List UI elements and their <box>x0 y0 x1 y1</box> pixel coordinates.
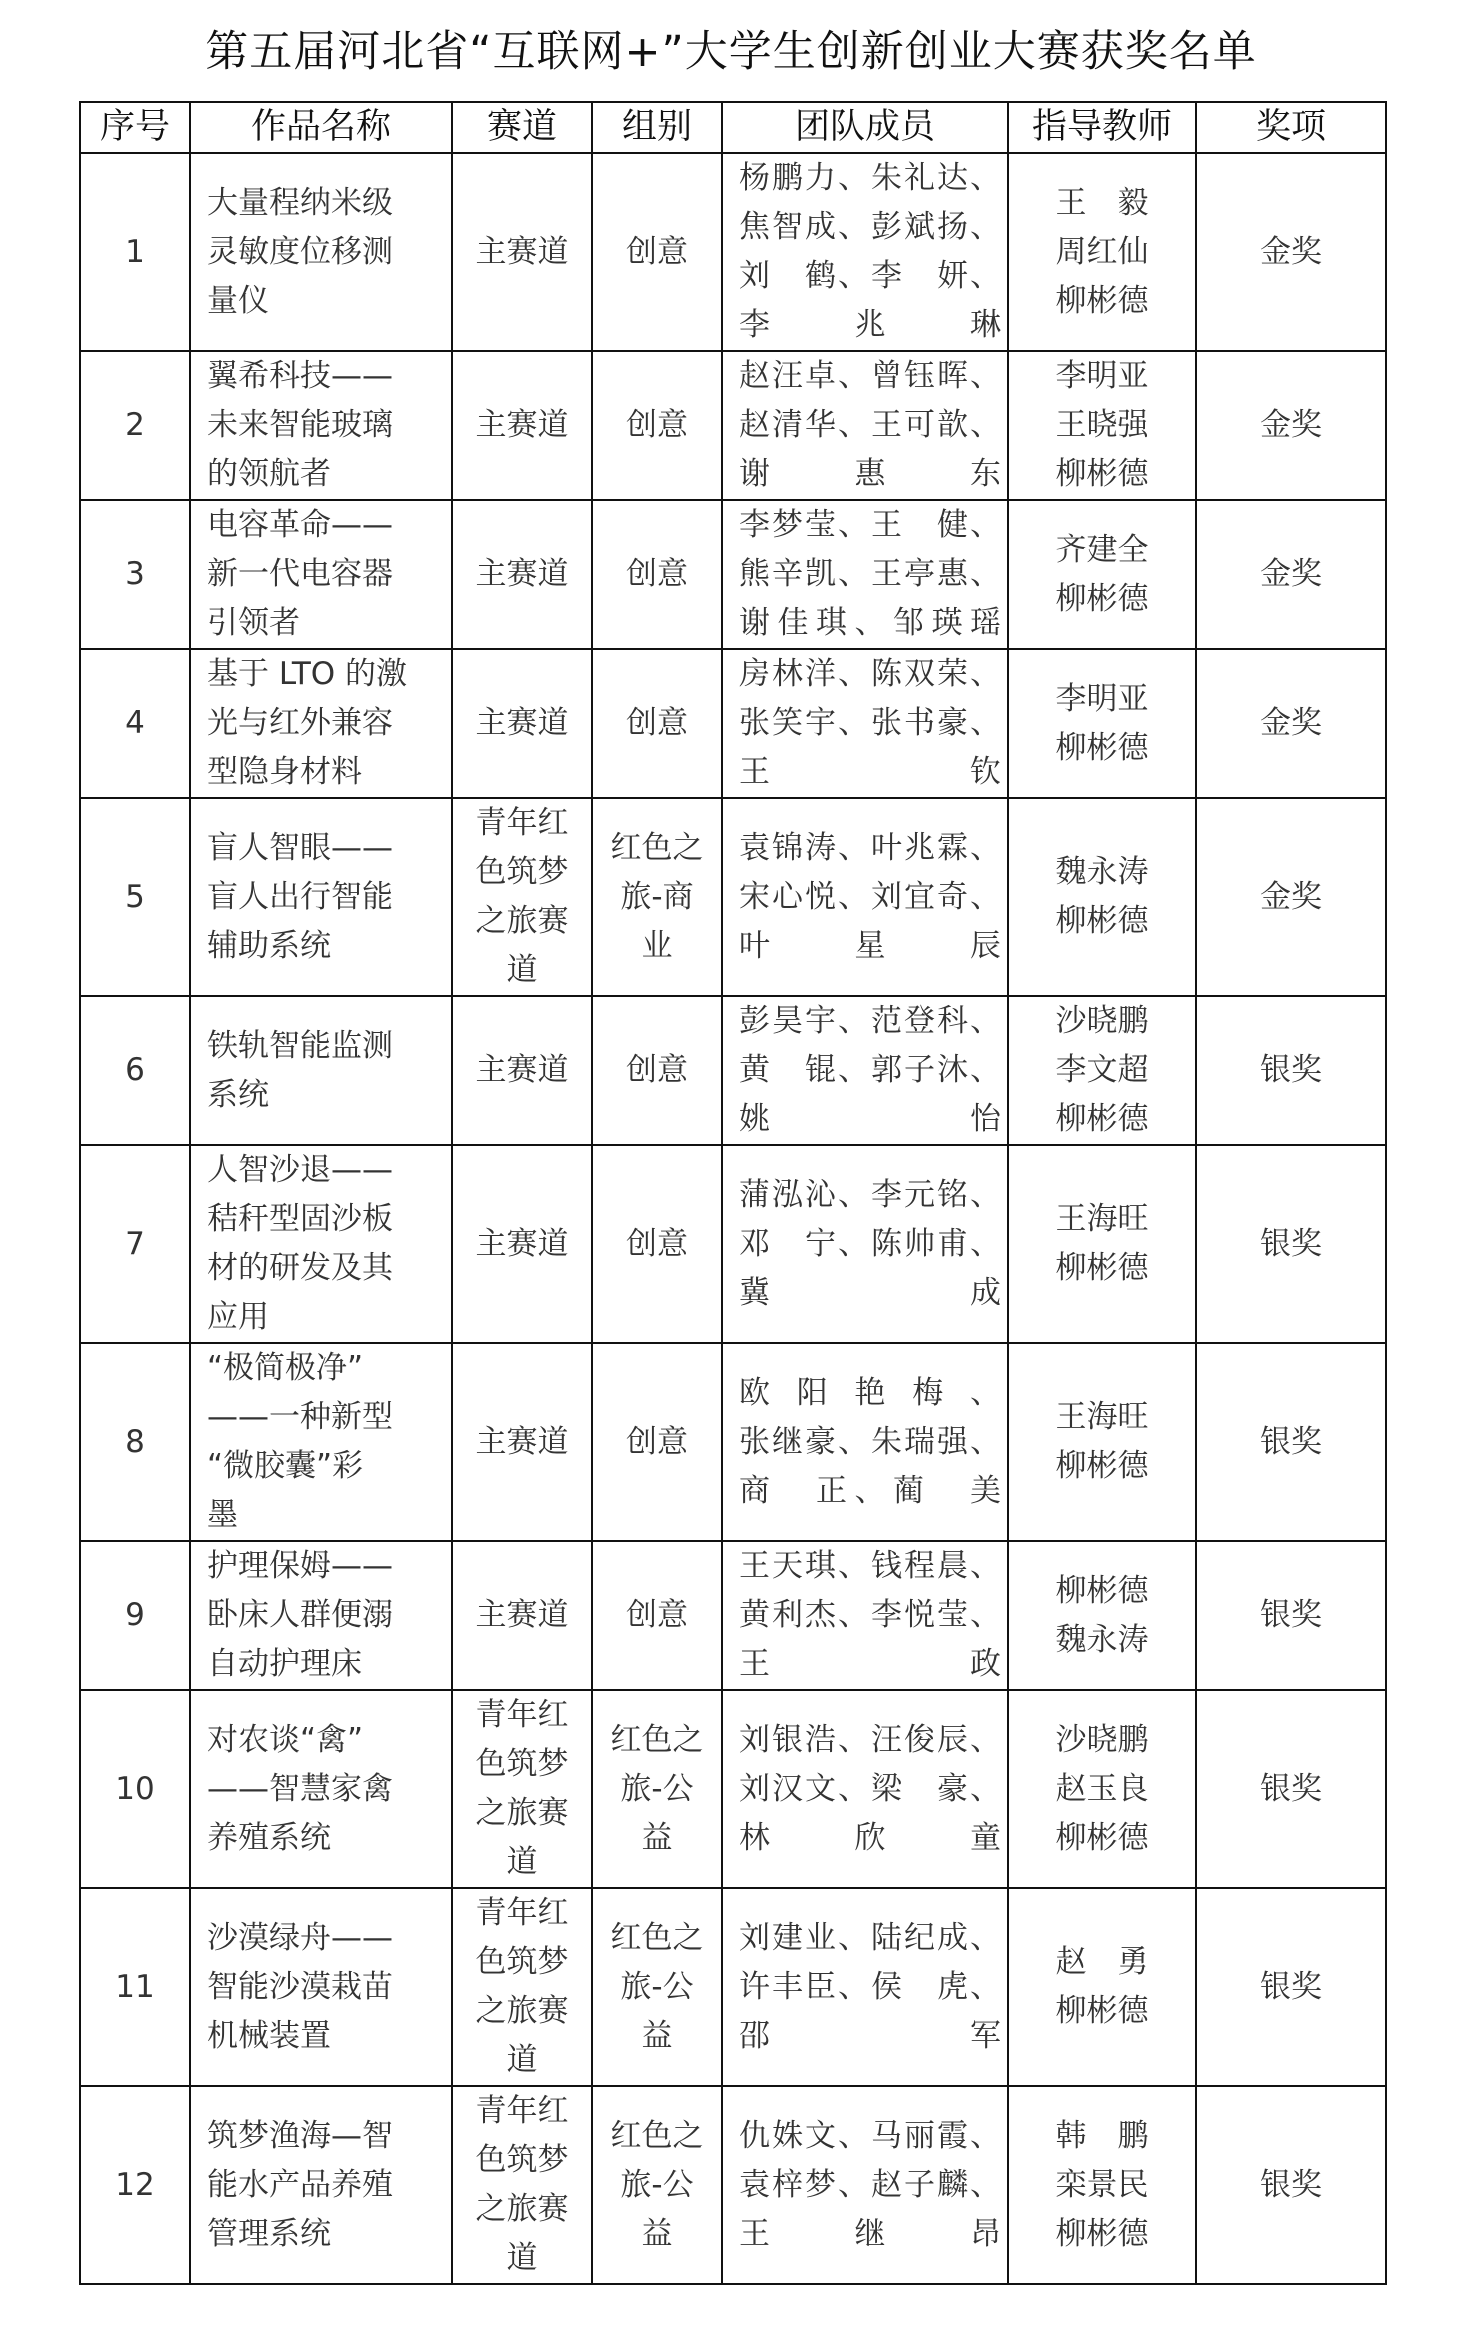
cell-track-line: 道 <box>506 952 538 988</box>
cell-work-name <box>190 1541 452 1690</box>
cell-track-line: 主赛道 <box>475 1225 569 1262</box>
cell-advisors-line: 柳彬德 <box>1055 456 1149 492</box>
page-title: 第五届河北省“互联网+”大学生创新创业大赛获奖名单 <box>205 27 1257 77</box>
cell-work-name <box>190 798 452 996</box>
cell-team-members-line: 王天琪、钱程晨、 <box>739 1548 1001 1584</box>
cell-group-line: 益 <box>641 1819 673 1856</box>
cell-advisors-line: 栾景民 <box>1055 2166 1149 2203</box>
cell-work-name-line: 辅助系统 <box>207 927 331 964</box>
cell-track-line: 色筑梦 <box>475 1746 569 1782</box>
cell-team-members-line: 王 钦 <box>739 754 1001 790</box>
cell-work-name-line: “微胶囊”彩 <box>207 1448 364 1484</box>
cell-no: 2 <box>80 351 190 500</box>
cell-advisors-line: 赵 勇 <box>1055 1944 1149 1980</box>
cell-team-members <box>722 1541 1008 1690</box>
cell-advisors <box>1008 500 1196 649</box>
cell-work-name-line: 卧床人群便溺 <box>207 1597 393 1633</box>
cell-team-members <box>722 798 1008 996</box>
cell-advisors-line: 李明亚 <box>1055 358 1149 394</box>
table-row <box>80 1145 1386 1343</box>
cell-work-name <box>190 1145 452 1343</box>
cell-team-members <box>722 649 1008 798</box>
cell-track <box>452 351 592 500</box>
cell-work-name-line: 翼希科技—— <box>207 358 393 394</box>
table-row <box>80 2086 1386 2284</box>
cell-advisors-line: 李文超 <box>1055 1052 1149 1088</box>
cell-team-members <box>722 996 1008 1145</box>
cell-advisors <box>1008 1145 1196 1343</box>
cell-work-name-line: 电容革命—— <box>207 507 393 543</box>
cell-team-members-line: 袁梓梦、赵子麟、 <box>739 2166 1001 2203</box>
cell-work-name-line: 光与红外兼容 <box>207 705 393 741</box>
cell-no: 7 <box>80 1145 190 1343</box>
cell-group <box>592 996 722 1145</box>
cell-advisors <box>1008 351 1196 500</box>
cell-work-name-line: 沙漠绿舟—— <box>207 1919 393 1956</box>
cell-work-name-line: 大量程纳米级 <box>207 184 393 221</box>
cell-work-name-line: 能水产品养殖 <box>207 2166 393 2203</box>
cell-track <box>452 798 592 996</box>
cell-no: 1 <box>80 153 190 351</box>
cell-track-line: 道 <box>506 2240 538 2276</box>
table-row <box>80 1343 1386 1541</box>
cell-team-members-line: 商 正、蔺 美 <box>739 1472 1001 1509</box>
cell-track-line: 青年红 <box>475 2093 569 2129</box>
cell-advisors <box>1008 649 1196 798</box>
cell-team-members-line: 冀 成 <box>739 1274 1001 1311</box>
cell-advisors-line: 王海旺 <box>1055 1201 1149 1237</box>
table-row <box>80 500 1386 649</box>
cell-advisors-line: 沙晓鹏 <box>1055 1003 1149 1039</box>
cell-track <box>452 996 592 1145</box>
cell-track-line: 主赛道 <box>475 233 569 270</box>
cell-work-name-line: 应用 <box>207 1299 269 1335</box>
cell-track-line: 主赛道 <box>475 705 569 741</box>
cell-team-members-line: 刘 鹤、李 妍、 <box>739 258 1001 294</box>
cell-award: 金奖 <box>1196 153 1386 351</box>
cell-track-line: 色筑梦 <box>475 2142 569 2178</box>
cell-work-name-line: “极简极净” <box>207 1350 364 1386</box>
cell-group <box>592 649 722 798</box>
cell-work-name-line: 材的研发及其 <box>207 1250 393 1286</box>
cell-advisors-line: 李明亚 <box>1055 680 1149 717</box>
cell-group-line: 旅-公 <box>620 1770 694 1807</box>
cell-team-members <box>722 153 1008 351</box>
cell-track-line: 道 <box>506 1844 538 1880</box>
cell-work-name-line: 盲人智眼—— <box>207 829 393 866</box>
cell-advisors-line: 柳彬德 <box>1055 1572 1149 1609</box>
header-award: 奖项 <box>1196 102 1386 153</box>
cell-work-name-line: 墨 <box>207 1497 238 1533</box>
cell-track-line: 青年红 <box>475 805 569 841</box>
cell-work-name <box>190 1343 452 1541</box>
cell-group <box>592 1145 722 1343</box>
cell-team-members-line: 李兆琳 <box>739 307 1001 343</box>
cell-team-members-line: 王继昂 <box>739 2215 1001 2252</box>
cell-group-line: 创意 <box>626 556 688 592</box>
cell-track-line: 之旅赛 <box>475 903 569 939</box>
cell-work-name <box>190 1888 452 2086</box>
cell-advisors-line: 柳彬德 <box>1055 2215 1149 2252</box>
cell-work-name-line: 系统 <box>207 1076 269 1113</box>
cell-no: 6 <box>80 996 190 1145</box>
cell-no: 5 <box>80 798 190 996</box>
table-row <box>80 798 1386 996</box>
cell-track-line: 青年红 <box>475 1697 569 1733</box>
cell-award: 银奖 <box>1196 2086 1386 2284</box>
cell-team-members-line: 熊辛凯、王亭惠、 <box>739 556 1001 592</box>
cell-work-name-line: 智能沙漠栽苗 <box>207 1968 393 2005</box>
cell-work-name <box>190 2086 452 2284</box>
cell-award: 金奖 <box>1196 649 1386 798</box>
cell-track <box>452 2086 592 2284</box>
cell-track-line: 之旅赛 <box>475 1795 569 1831</box>
cell-advisors-line: 柳彬德 <box>1055 1448 1149 1484</box>
cell-advisors-line: 韩 鹏 <box>1055 2117 1149 2154</box>
cell-group-line: 创意 <box>626 1597 688 1633</box>
cell-advisors <box>1008 1888 1196 2086</box>
cell-advisors-line: 柳彬德 <box>1055 903 1149 939</box>
cell-award: 银奖 <box>1196 1888 1386 2086</box>
table-row <box>80 351 1386 500</box>
table-row <box>80 1541 1386 1690</box>
cell-group <box>592 1690 722 1888</box>
table-header-row <box>80 102 1386 153</box>
cell-advisors-line: 柳彬德 <box>1055 1250 1149 1286</box>
cell-track <box>452 1343 592 1541</box>
cell-group <box>592 798 722 996</box>
cell-group-line: 旅-商 <box>620 878 694 915</box>
cell-work-name-line: 型隐身材料 <box>207 754 362 790</box>
cell-work-name-line: 机械装置 <box>207 2017 331 2054</box>
cell-advisors-line: 魏永涛 <box>1055 1621 1149 1658</box>
cell-advisors <box>1008 1541 1196 1690</box>
header-no: 序号 <box>80 102 190 153</box>
cell-team-members-line: 欧阳艳梅、 <box>739 1374 1001 1411</box>
cell-team-members-line: 袁锦涛、叶兆霖、 <box>739 829 1001 866</box>
cell-team-members-line: 宋心悦、刘宜奇、 <box>739 878 1001 915</box>
table-row <box>80 996 1386 1145</box>
cell-group-line: 红色之 <box>610 2117 704 2154</box>
cell-track-line: 之旅赛 <box>475 1993 569 2029</box>
cell-track-line: 主赛道 <box>475 1052 569 1088</box>
cell-team-members <box>722 2086 1008 2284</box>
cell-team-members-line: 谢佳琪、邹瑛瑶 <box>739 605 1001 641</box>
header-group: 组别 <box>592 102 722 153</box>
cell-advisors <box>1008 153 1196 351</box>
cell-work-name-line: 人智沙退—— <box>207 1152 393 1188</box>
cell-group-line: 红色之 <box>610 1721 704 1758</box>
cell-team-members-line: 蒲泓沁、李元铭、 <box>739 1176 1001 1213</box>
cell-team-members-line: 刘汉文、梁 豪、 <box>739 1770 1001 1807</box>
cell-work-name-line: 灵敏度位移测 <box>207 233 393 270</box>
cell-track <box>452 1541 592 1690</box>
cell-advisors-line: 柳彬德 <box>1055 1819 1149 1856</box>
cell-no: 12 <box>80 2086 190 2284</box>
cell-track-line: 主赛道 <box>475 1423 569 1460</box>
cell-work-name-line: 护理保姆—— <box>207 1548 393 1584</box>
table-row <box>80 649 1386 798</box>
table-row <box>80 1690 1386 1888</box>
cell-team-members <box>722 1343 1008 1541</box>
cell-team-members <box>722 1145 1008 1343</box>
cell-team-members-line: 刘银浩、汪俊辰、 <box>739 1721 1001 1758</box>
cell-track <box>452 1145 592 1343</box>
cell-advisors-line: 赵玉良 <box>1055 1770 1149 1807</box>
cell-advisors-line: 魏永涛 <box>1055 854 1149 890</box>
cell-track <box>452 153 592 351</box>
cell-team-members-line: 赵汪卓、曾钰晖、 <box>739 358 1001 394</box>
cell-group-line: 创意 <box>626 233 688 270</box>
cell-track-line: 主赛道 <box>475 407 569 443</box>
header-team-members: 团队成员 <box>722 102 1008 153</box>
cell-group-line: 益 <box>641 2017 673 2054</box>
cell-work-name-line: ——智慧家禽 <box>207 1770 393 1807</box>
cell-team-members-line: 王 政 <box>739 1646 1001 1682</box>
cell-work-name-line: 引领者 <box>207 605 300 641</box>
cell-advisors <box>1008 1690 1196 1888</box>
cell-group-line: 创意 <box>626 407 688 443</box>
cell-work-name <box>190 500 452 649</box>
cell-track-line: 道 <box>506 2042 538 2078</box>
cell-no: 10 <box>80 1690 190 1888</box>
cell-team-members-line: 彭昊宇、范登科、 <box>739 1003 1001 1039</box>
cell-advisors <box>1008 2086 1196 2284</box>
cell-work-name-line: 自动护理床 <box>207 1646 362 1682</box>
cell-work-name-line: 养殖系统 <box>207 1819 331 1856</box>
cell-group-line: 创意 <box>626 705 688 741</box>
cell-track-line: 青年红 <box>475 1895 569 1931</box>
cell-team-members-line: 张继豪、朱瑞强、 <box>739 1423 1001 1460</box>
cell-team-members-line: 房林洋、陈双荣、 <box>739 656 1001 692</box>
cell-advisors-line: 王晓强 <box>1055 407 1149 443</box>
cell-group-line: 红色之 <box>610 1919 704 1956</box>
cell-work-name-line: 的领航者 <box>207 456 331 492</box>
table-row <box>80 153 1386 351</box>
cell-track <box>452 1888 592 2086</box>
cell-team-members <box>722 1888 1008 2086</box>
cell-award: 金奖 <box>1196 500 1386 649</box>
cell-group-line: 创意 <box>626 1423 688 1460</box>
cell-advisors <box>1008 798 1196 996</box>
cell-team-members-line: 仇姝文、马丽霞、 <box>739 2117 1001 2154</box>
cell-advisors-line: 周红仙 <box>1055 233 1149 270</box>
cell-group-line: 业 <box>641 927 673 964</box>
cell-work-name-line: 盲人出行智能 <box>207 878 393 915</box>
cell-track <box>452 500 592 649</box>
cell-no: 9 <box>80 1541 190 1690</box>
cell-group <box>592 1343 722 1541</box>
cell-track-line: 色筑梦 <box>475 1944 569 1980</box>
cell-group <box>592 153 722 351</box>
cell-advisors-line: 王海旺 <box>1055 1399 1149 1435</box>
cell-team-members-line: 邓 宁、陈帅甫、 <box>739 1225 1001 1262</box>
cell-group-line: 红色之 <box>610 829 704 866</box>
cell-work-name-line: 未来智能玻璃 <box>207 407 393 443</box>
cell-work-name <box>190 1690 452 1888</box>
cell-track-line: 色筑梦 <box>475 854 569 890</box>
cell-team-members-line: 张笑宇、张书豪、 <box>739 705 1001 741</box>
cell-group <box>592 351 722 500</box>
awards-table <box>79 101 1387 2285</box>
cell-team-members-line: 许丰臣、侯 虎、 <box>739 1968 1001 2005</box>
table-row <box>80 1888 1386 2086</box>
cell-team-members-line: 刘建业、陆纪成、 <box>739 1919 1001 1956</box>
cell-group <box>592 1541 722 1690</box>
cell-award: 银奖 <box>1196 996 1386 1145</box>
cell-group <box>592 2086 722 2284</box>
cell-no: 3 <box>80 500 190 649</box>
cell-work-name-line: 量仪 <box>207 282 269 319</box>
cell-team-members-line: 叶星辰 <box>739 927 1001 964</box>
cell-group-line: 创意 <box>626 1225 688 1262</box>
cell-work-name-line: 基于 LTO 的激 <box>207 656 408 692</box>
cell-group-line: 旅-公 <box>620 1968 694 2005</box>
cell-no: 4 <box>80 649 190 798</box>
cell-award: 银奖 <box>1196 1343 1386 1541</box>
header-advisors: 指导教师 <box>1008 102 1196 153</box>
cell-track-line: 主赛道 <box>475 556 569 592</box>
cell-team-members-line: 黄 锟、郭子沐、 <box>739 1052 1001 1088</box>
cell-work-name-line: 对农谈“禽” <box>207 1721 364 1758</box>
cell-team-members-line: 姚 怡 <box>739 1101 1001 1137</box>
cell-team-members <box>722 500 1008 649</box>
cell-work-name-line: 筑梦渔海—智 <box>207 2117 393 2154</box>
header-work-name: 作品名称 <box>190 102 452 153</box>
cell-team-members <box>722 1690 1008 1888</box>
cell-award: 银奖 <box>1196 1690 1386 1888</box>
cell-advisors-line: 柳彬德 <box>1055 1993 1149 2029</box>
cell-team-members-line: 谢惠东 <box>739 456 1001 492</box>
cell-no: 11 <box>80 1888 190 2086</box>
cell-group <box>592 1888 722 2086</box>
cell-advisors-line: 柳彬德 <box>1055 580 1149 617</box>
cell-advisors <box>1008 1343 1196 1541</box>
header-track: 赛道 <box>452 102 592 153</box>
cell-work-name-line: ——一种新型 <box>207 1399 393 1435</box>
cell-track <box>452 649 592 798</box>
cell-team-members-line: 杨鹏力、朱礼达、 <box>739 160 1001 196</box>
cell-team-members-line: 赵清华、王可歆、 <box>739 407 1001 443</box>
cell-advisors-line: 柳彬德 <box>1055 1101 1149 1137</box>
cell-team-members-line: 邵 军 <box>739 2017 1001 2054</box>
cell-advisors-line: 齐建全 <box>1055 531 1149 568</box>
cell-group-line: 创意 <box>626 1052 688 1088</box>
cell-advisors-line: 柳彬德 <box>1055 282 1149 319</box>
cell-track-line: 主赛道 <box>475 1597 569 1633</box>
cell-group-line: 旅-公 <box>620 2166 694 2203</box>
cell-work-name <box>190 649 452 798</box>
cell-work-name <box>190 996 452 1145</box>
cell-team-members-line: 黄利杰、李悦莹、 <box>739 1597 1001 1633</box>
cell-work-name-line: 铁轨智能监测 <box>207 1027 393 1064</box>
cell-award: 银奖 <box>1196 1145 1386 1343</box>
cell-advisors-line: 柳彬德 <box>1055 729 1149 766</box>
cell-team-members-line: 李梦莹、王 健、 <box>739 507 1001 543</box>
cell-no: 8 <box>80 1343 190 1541</box>
cell-group-line: 益 <box>641 2215 673 2252</box>
cell-team-members <box>722 351 1008 500</box>
cell-advisors-line: 王 毅 <box>1055 184 1149 221</box>
cell-work-name-line: 新一代电容器 <box>207 556 393 592</box>
cell-work-name-line: 秸秆型固沙板 <box>207 1201 393 1237</box>
cell-track-line: 之旅赛 <box>475 2191 569 2227</box>
cell-work-name-line: 管理系统 <box>207 2215 331 2252</box>
cell-work-name <box>190 351 452 500</box>
cell-award: 金奖 <box>1196 351 1386 500</box>
cell-advisors-line: 沙晓鹏 <box>1055 1721 1149 1758</box>
cell-team-members-line: 焦智成、彭斌扬、 <box>739 209 1001 245</box>
cell-award: 金奖 <box>1196 798 1386 996</box>
cell-team-members-line: 林欣童 <box>739 1819 1001 1856</box>
cell-group <box>592 500 722 649</box>
cell-award: 银奖 <box>1196 1541 1386 1690</box>
cell-advisors <box>1008 996 1196 1145</box>
cell-track <box>452 1690 592 1888</box>
cell-work-name <box>190 153 452 351</box>
